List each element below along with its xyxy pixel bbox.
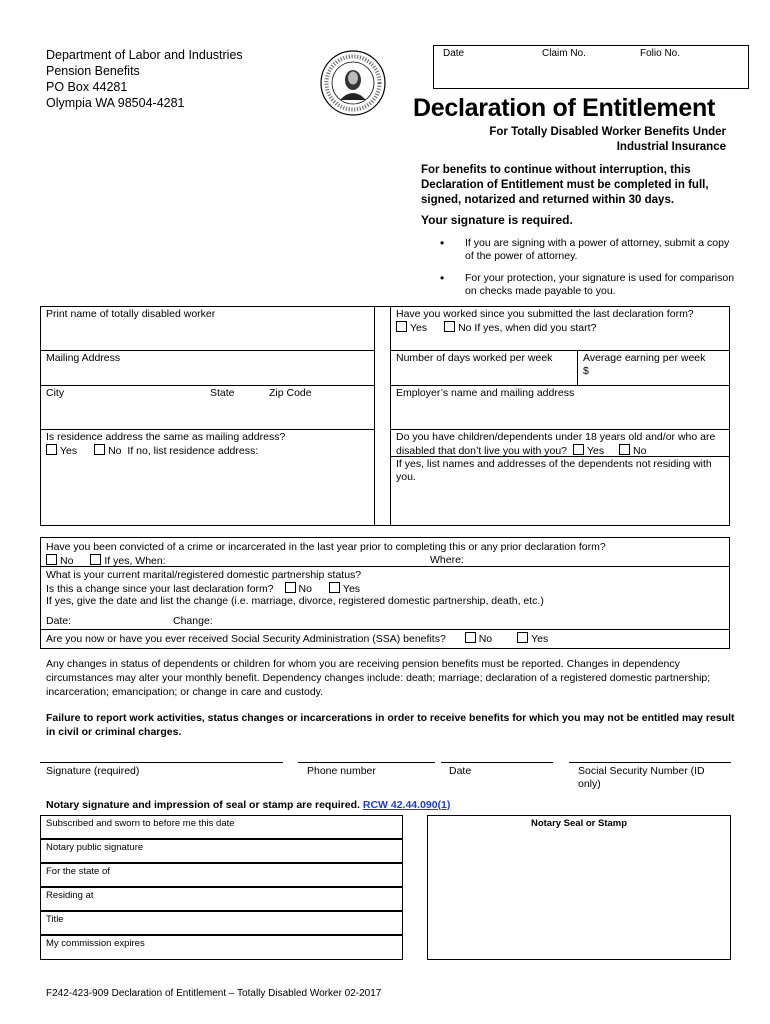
intro-text: For benefits to continue without interruption, this Declaration of Entitlement must be completed in full, signed, notarized and returned within 30 days.: [421, 164, 709, 206]
subscribed-date-field[interactable]: Subscribed and sworn to before me this date: [40, 815, 403, 839]
signature-line[interactable]: [40, 762, 283, 763]
address-line: Olympia WA 98504-4281: [46, 96, 185, 110]
bullet-icon: •: [440, 271, 445, 285]
office-use-box: [433, 45, 749, 89]
address-line: Department of Labor and Industries: [46, 48, 243, 62]
state-of-field[interactable]: For the state of: [40, 863, 403, 887]
address-line: PO Box 44281: [46, 80, 128, 94]
list-item: • For your protection, your signature is used for comparison on checks made payable to you.: [440, 271, 735, 297]
agency-address: [46, 47, 243, 111]
print-name-field[interactable]: Print name of totally disabled worker: [40, 306, 375, 351]
failure-to-report-warning: Failure to report work activities, status changes or incarcerations in order to receive benefits for which you may not be entitled may result in civil or criminal charges.: [46, 712, 735, 738]
children-yes-checkbox[interactable]: [573, 444, 584, 455]
worked-since-field[interactable]: Have you worked since you submitted the last declaration form? Yes No If yes, when did you start?: [390, 306, 730, 351]
convicted-answer-row: No If yes, When:: [46, 554, 166, 567]
form-title: Declaration of Entitlement: [413, 94, 715, 122]
change-label: Change:: [173, 615, 213, 627]
signature-required-note: Your signature is required.: [421, 213, 573, 227]
date-line[interactable]: [441, 762, 553, 763]
change-detail-instruction: If yes, give the date and list the change (i.e. marriage, divorce, registered domestic partnership, death, etc.): [46, 595, 544, 607]
notary-signature-field[interactable]: Notary public signature: [40, 839, 403, 863]
employer-field[interactable]: Employer’s name and mailing address: [390, 385, 730, 430]
date-box-label: Date: [443, 48, 465, 59]
residence-no-checkbox[interactable]: [94, 444, 105, 455]
convicted-question: Have you been convicted of a crime or incarcerated in the last year prior to completing this or any prior declaration form?: [46, 541, 606, 553]
city-state-zip-field[interactable]: City State Zip Code: [40, 385, 375, 430]
phone-label: Phone number: [307, 765, 376, 777]
days-worked-field[interactable]: Number of days worked per week: [390, 350, 578, 386]
dependents-list-field[interactable]: If yes, list names and addresses of the dependents not residing with you.: [390, 456, 730, 526]
ssn-line[interactable]: [569, 762, 731, 763]
form-footer: F242-423-909 Declaration of Entitlement – Totally Disabled Worker 02-2017: [46, 988, 382, 999]
ssa-question-row: Are you now or have you ever received Social Security Administration (SSA) benefits? No Yes: [46, 633, 549, 645]
change-yes-checkbox[interactable]: [329, 582, 340, 593]
notary-seal-box: Notary Seal or Stamp: [427, 815, 731, 960]
subtitle-line: For Totally Disabled Worker Benefits Under: [489, 126, 726, 138]
children-no-checkbox[interactable]: [619, 444, 630, 455]
ssa-no-checkbox[interactable]: [465, 632, 476, 643]
residence-address-field[interactable]: Is residence address the same as mailing address? Yes No If no, list residence address:: [40, 429, 375, 526]
state-seal-logo: [320, 50, 386, 116]
signature-label: Signature (required): [46, 765, 140, 777]
change-question-row: Is this a change since your last declaration form? No Yes: [46, 583, 361, 595]
list-item: • If you are signing with a power of attorney, submit a copy of the power of attorney.: [440, 236, 730, 262]
worked-no-checkbox[interactable]: [444, 321, 455, 332]
divider: [40, 629, 730, 630]
state-label: State: [210, 387, 235, 399]
commission-expires-field[interactable]: My commission expires: [40, 935, 403, 960]
convicted-yes-checkbox[interactable]: [90, 554, 101, 565]
title-field[interactable]: Title: [40, 911, 403, 935]
average-earning-field[interactable]: Average earning per week $: [577, 350, 730, 386]
notary-requirement: Notary signature and impression of seal or stamp are required. RCW 42.44.090(1): [46, 799, 451, 811]
change-date-label: Date:: [46, 615, 72, 627]
mailing-address-field[interactable]: Mailing Address: [40, 350, 375, 386]
dependency-changes-notice: Any changes in status of dependents or children for whom you are receiving pension benefits must be reported. Changes in dependency circumstances may alter your monthly benefit. Dependency changes include: death; marriage; declaration of a registered domestic partnership; incarceration; emancipation; or change in care and custody.: [46, 658, 711, 698]
children-question-field[interactable]: Do you have children/dependents under 18 years old and/or who are disabled that don’t live you with you? Yes No: [390, 429, 730, 457]
phone-line[interactable]: [298, 762, 435, 763]
worked-yes-checkbox[interactable]: [396, 321, 407, 332]
folio-number-label: Folio No.: [640, 48, 681, 59]
subtitle-line: Industrial Insurance: [616, 141, 726, 153]
rcw-link[interactable]: RCW 42.44.090(1): [362, 799, 451, 811]
ssa-yes-checkbox[interactable]: [517, 632, 528, 643]
instruction-list: [440, 237, 740, 307]
convicted-no-checkbox[interactable]: [46, 554, 57, 565]
column-divider: [374, 306, 390, 526]
marital-status-question: What is your current marital/registered domestic partnership status?: [46, 569, 362, 581]
bullet-icon: •: [440, 236, 445, 250]
change-no-checkbox[interactable]: [285, 582, 296, 593]
zip-label: Zip Code: [269, 387, 312, 399]
where-label: Where:: [430, 554, 464, 566]
residence-yes-checkbox[interactable]: [46, 444, 57, 455]
form-subtitle: [489, 125, 726, 155]
sig-date-label: Date: [449, 765, 472, 777]
residing-at-field[interactable]: Residing at: [40, 887, 403, 911]
claim-number-label: Claim No.: [542, 48, 586, 59]
address-line: Pension Benefits: [46, 64, 140, 78]
ssn-label: Social Security Number (ID only): [578, 765, 705, 790]
